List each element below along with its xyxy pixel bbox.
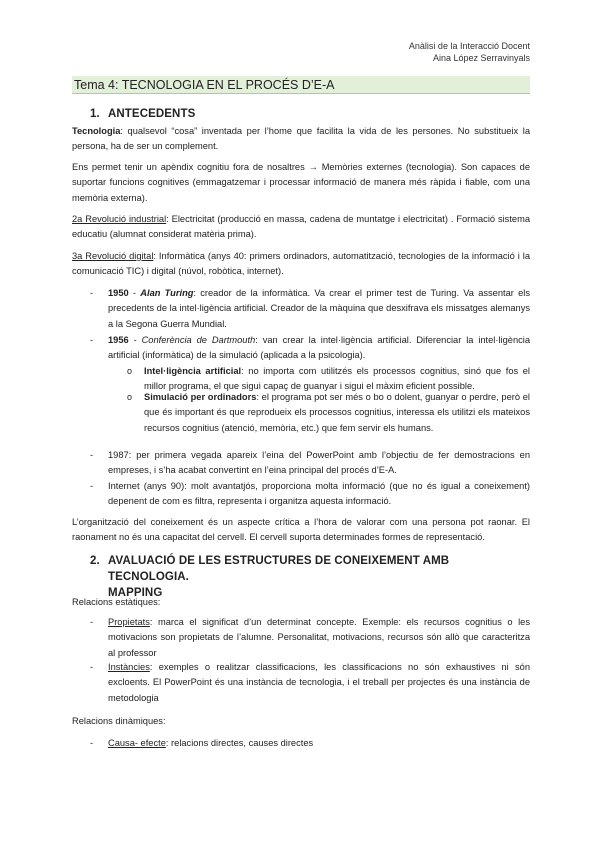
- paragraph-apendix: Ens permet tenir un apèndix cognitiu fora de nosaltres → Memòries externes (tecnologia). Son capaces de suportar funcions cognitives (emmagatzemar i processar informació de manera més ràpida i fiable, com una memòria externa).: [72, 162, 530, 203]
- section-number: 1.: [90, 108, 100, 120]
- header-author: Aina López Serravinyals: [432, 53, 530, 63]
- list-bullet: -: [90, 481, 94, 491]
- label-relacions-estatiques: Relacions estàtiques:: [72, 597, 161, 607]
- list-bullet: -: [90, 617, 94, 627]
- header-course: Anàlisi de la Interacció Docent: [408, 41, 530, 51]
- page-header: [409, 40, 530, 64]
- sub-item-ia: Intel·ligència artificial: no importa com utilitzés els processos cognitius, sinó que fos el millor programa, el que sigui capaç de guanyar i sigui el màxim eficient possible.: [144, 366, 531, 392]
- paragraph-revolucio-digital: 3a Revolució digital: Informàtica (anys 40: primers ordinadors, automatització, tecnologies de la informació i la comunicació TIC) i digital (núvol, robòtica, internet).: [72, 251, 530, 277]
- document-title: Tema 4: TECNOLOGIA EN EL PROCÉS D’E-A: [72, 76, 530, 94]
- term-revolucio-industrial: 2a Revolució industrial: [72, 214, 167, 224]
- sub-bullet: o: [127, 366, 133, 376]
- section-title: AVALUACIÓ DE LES ESTRUCTURES DE CONEIXEMENT AMB TECNOLOGIA.: [108, 555, 450, 583]
- paragraph-tecnologia: Tecnologia: qualsevol “cosa” inventada per l’home que facilita la vida de les persones. No substitueix la persona, ha de ser un complement.: [72, 126, 530, 152]
- label-relacions-dinamiques: Relacions dinàmiques:: [72, 716, 166, 726]
- sub-item-simulacio: Simulació per ordinadors: el programa pot ser més o bo o dolent, guanyar o perdre, però el que és important és que reprodueix els processos cognitius, interessa els utilitzi els mateixos recursos cognitius (atenció, memòria, etc.) que fem servir els humans.: [144, 392, 530, 433]
- list-item-internet: Internet (anys 90): molt avantatjós, proporciona molta informació (que no és igual a coneixement) depenent de com es filtra, representa i organitza aquesta informació.: [108, 481, 530, 507]
- list-bullet: -: [90, 335, 94, 345]
- list-bullet: -: [90, 450, 94, 460]
- section-number: 2.: [90, 555, 100, 567]
- list-item-powerpoint: 1987: per primera vegada apareix l’eina del PowerPoint amb l’objectiu de fer demostracions en empreses, i s’ha acabat convertint en l’eina principal del procés d’E-A.: [108, 450, 530, 476]
- section-heading-avaluacio: [90, 553, 530, 601]
- section-title-cont: MAPPING: [108, 587, 163, 599]
- section-title: ANTECEDENTS: [108, 108, 196, 120]
- list-item-dartmouth: 1956 - Conferència de Dartmouth: van crear la intel·ligència artificial. Diferenciar la intel·ligència artificial (informàtica) de la simulació (aplicada a la psicologia).: [108, 335, 530, 361]
- list-bullet: -: [90, 738, 94, 748]
- list-item-propietats: Propietats: marca el significat d’un determinat concepte. Exemple: els recursos cognitius o les motivacions son propietats de l’alumne. Personalitat, motivacions, recursos són allò que caracteritza al professor: [108, 617, 530, 658]
- list-item-causa-efecte: Causa- efecte: relacions directes, causes directes: [108, 738, 314, 748]
- term-tecnologia: Tecnologia: [72, 126, 121, 136]
- sub-bullet: o: [127, 392, 133, 402]
- section-heading-antecedents: [90, 108, 195, 120]
- list-bullet: -: [90, 288, 94, 298]
- paragraph-organitzacio: L’organització del coneixement és un aspecte crítica a l’hora de valorar com una persona pot raonar. El raonament no és una capacitat del cervell. El cervell suporta determinades formes de representació.: [72, 517, 530, 543]
- list-item-turing: 1950 - Alan Turing: creador de la informàtica. Va crear el primer test de Turing. Va assentar els precedents de la intel·ligència artificial. Creador de la màquina que desxifrava els missatges alemanys a la Segona Guerra Mundial.: [108, 288, 530, 329]
- term-revolucio-digital: 3a Revolució digital: [72, 251, 154, 261]
- paragraph-revolucio-industrial: 2a Revolució industrial: Electricitat (producció en massa, cadena de muntatge i electricitat) . Formació sistema educatiu (alumnat considerat matèria prima).: [72, 214, 530, 240]
- list-bullet: -: [90, 662, 94, 672]
- list-item-instancies: Instàncies: exemples o realitzar classificacions, les classificacions no són exhaustives ni són excloents. El PowerPoint és una instància de tecnologia, i el treball per projectes és una instància de metodologia: [108, 662, 530, 703]
